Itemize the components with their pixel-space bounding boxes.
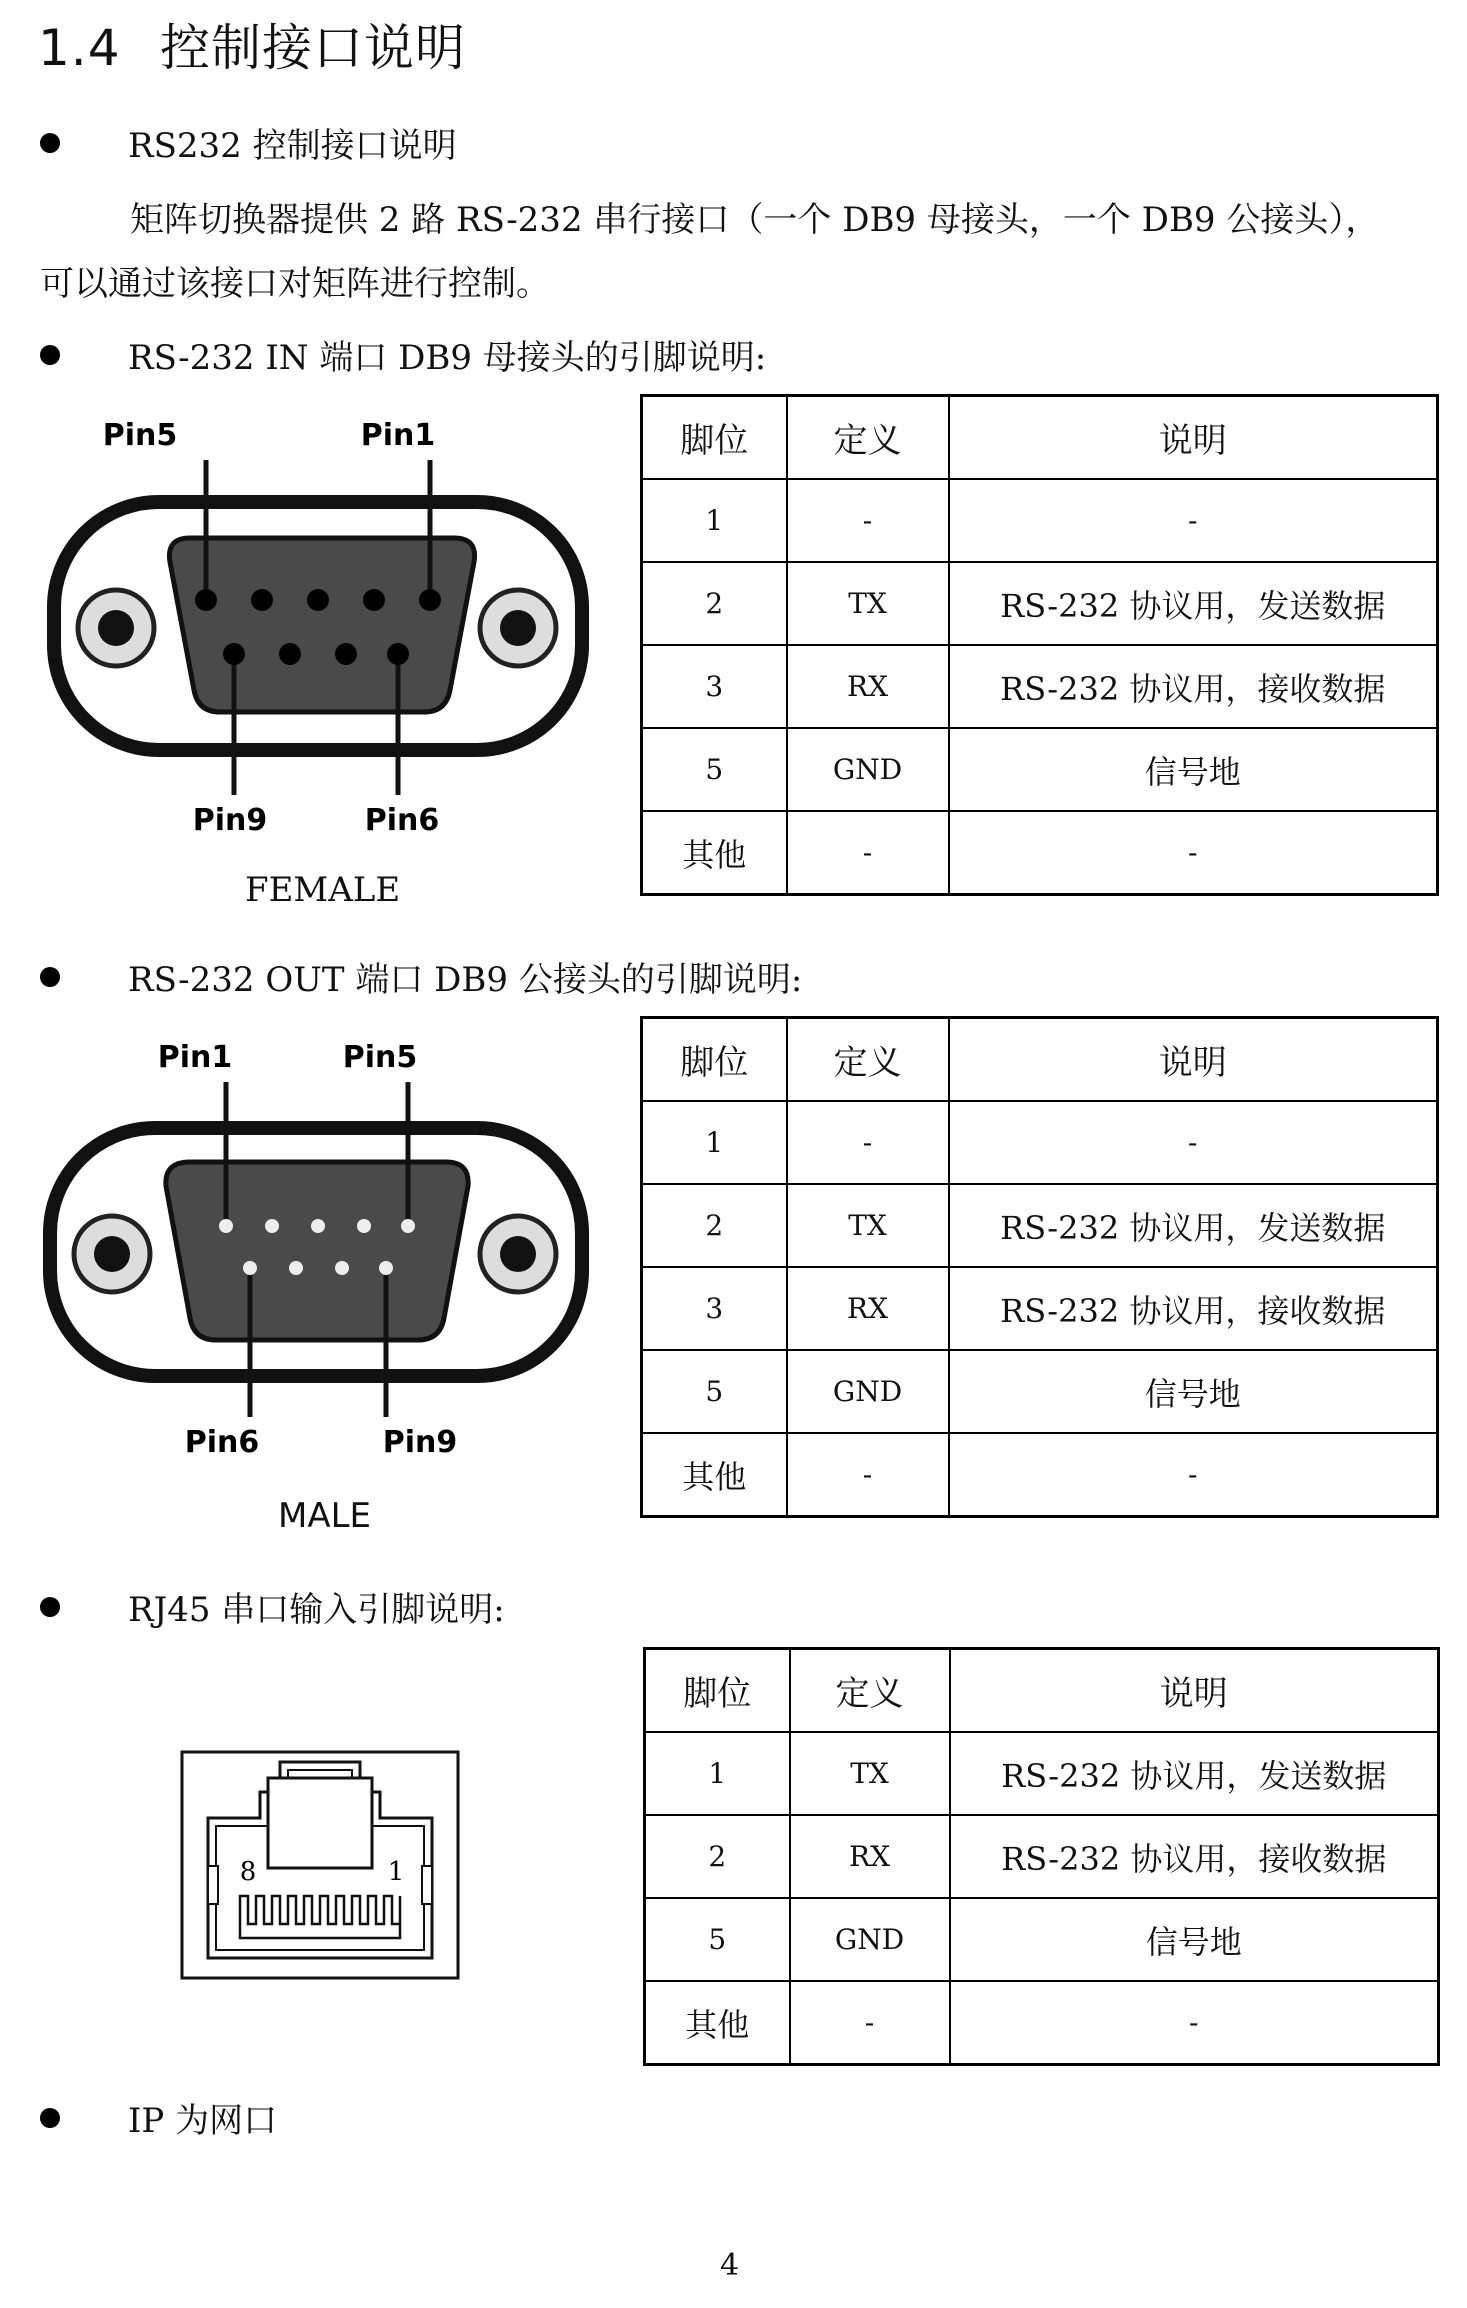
table-cell: - xyxy=(949,479,1438,562)
table-row xyxy=(642,1350,1438,1433)
table-cell: GND xyxy=(787,728,949,811)
header-cell: 脚位 xyxy=(645,1649,790,1733)
table-cell: GND xyxy=(790,1898,950,1981)
ip-bullet-text: IP 为网口 xyxy=(128,2101,278,2141)
table-cell: - xyxy=(787,811,949,895)
db9-female-diagram xyxy=(40,410,600,850)
male-label-pin5: Pin5 xyxy=(342,1040,418,1075)
table-cell: RS-232 协议用，接收数据 xyxy=(949,645,1438,728)
section-title: 控制接口说明 xyxy=(160,19,466,77)
male-label-pin9: Pin9 xyxy=(382,1425,458,1460)
male-pin-table xyxy=(640,1016,1439,1518)
female-bullet-text: RS-232 IN 端口 DB9 母接头的引脚说明: xyxy=(128,338,767,378)
db9-male-diagram xyxy=(40,1032,600,1472)
table-cell: - xyxy=(949,1433,1438,1517)
rj45-bullet-text: RJ45 串口输入引脚说明: xyxy=(128,1590,505,1630)
table-cell: 2 xyxy=(645,1815,790,1898)
rs232-paragraph-line1: 矩阵切换器提供 2 路 RS-232 串行接口（一个 DB9 母接头，一个 DB9 公接头）， xyxy=(130,200,1380,240)
rs232-paragraph-line2: 可以通过该接口对矩阵进行控制。 xyxy=(40,264,550,304)
bullet-dot xyxy=(40,133,60,153)
table-header-row xyxy=(645,1649,1439,1733)
table-cell: 5 xyxy=(642,1350,787,1433)
female-label-pin1: Pin1 xyxy=(360,418,436,453)
bullet-dot xyxy=(40,1597,60,1617)
female-label-pin5: Pin5 xyxy=(102,418,178,453)
table-row xyxy=(642,811,1438,895)
header-cell: 定义 xyxy=(787,1018,949,1102)
rj45-pin1-label: 1 xyxy=(387,1857,405,1887)
header-cell: 说明 xyxy=(949,1018,1438,1102)
table-cell: RX xyxy=(787,645,949,728)
table-row xyxy=(645,1815,1439,1898)
header-cell: 定义 xyxy=(787,396,949,480)
female-label-pin9: Pin9 xyxy=(192,803,268,838)
header-cell: 说明 xyxy=(950,1649,1439,1733)
table-row xyxy=(642,645,1438,728)
table-cell: 1 xyxy=(642,1101,787,1184)
table-row xyxy=(642,479,1438,562)
table-cell: 信号地 xyxy=(949,1350,1438,1433)
table-cell: GND xyxy=(787,1350,949,1433)
table-cell: 5 xyxy=(642,728,787,811)
male-label-pin6: Pin6 xyxy=(184,1425,260,1460)
table-row xyxy=(642,1101,1438,1184)
male-bullet-text: RS-232 OUT 端口 DB9 公接头的引脚说明: xyxy=(128,960,803,1000)
header-cell: 脚位 xyxy=(642,1018,787,1102)
male-caption: MALE xyxy=(278,1496,372,1536)
table-row xyxy=(642,1267,1438,1350)
female-label-pin6: Pin6 xyxy=(364,803,440,838)
table-cell: RS-232 协议用，发送数据 xyxy=(949,562,1438,645)
table-cell: - xyxy=(787,1101,949,1184)
bullet-dot xyxy=(40,2108,60,2128)
table-cell: - xyxy=(790,1981,950,2065)
rs232-bullet-text: RS232 控制接口说明 xyxy=(128,126,457,166)
table-cell: 其他 xyxy=(642,1433,787,1517)
table-cell: 3 xyxy=(642,645,787,728)
rj45-pin8-label: 8 xyxy=(239,1857,257,1887)
table-cell: 其他 xyxy=(642,811,787,895)
table-cell: RS-232 协议用，发送数据 xyxy=(949,1184,1438,1267)
table-cell: 1 xyxy=(642,479,787,562)
table-cell: RS-232 协议用，接收数据 xyxy=(949,1267,1438,1350)
table-row xyxy=(642,562,1438,645)
table-cell: 3 xyxy=(642,1267,787,1350)
table-cell: - xyxy=(949,811,1438,895)
male-label-pin1: Pin1 xyxy=(157,1040,233,1075)
table-row xyxy=(642,1184,1438,1267)
female-pin-table xyxy=(640,394,1439,896)
table-cell: - xyxy=(950,1981,1439,2065)
bullet-dot xyxy=(40,967,60,987)
table-cell: 2 xyxy=(642,562,787,645)
table-cell: TX xyxy=(790,1732,950,1815)
table-cell: TX xyxy=(787,1184,949,1267)
table-header-row xyxy=(642,1018,1438,1102)
table-row xyxy=(642,728,1438,811)
table-cell: - xyxy=(787,1433,949,1517)
rj45-pin-table xyxy=(643,1647,1440,2066)
table-cell: RX xyxy=(790,1815,950,1898)
header-cell: 说明 xyxy=(949,396,1438,480)
table-cell: 信号地 xyxy=(949,728,1438,811)
table-cell: 5 xyxy=(645,1898,790,1981)
header-cell: 脚位 xyxy=(642,396,787,480)
section-number: 1.4 xyxy=(38,19,121,77)
table-row xyxy=(642,1433,1438,1517)
table-cell: RX xyxy=(787,1267,949,1350)
table-cell: - xyxy=(949,1101,1438,1184)
table-cell: 2 xyxy=(642,1184,787,1267)
section-heading xyxy=(38,8,466,80)
rj45-port-diagram xyxy=(178,1748,468,1988)
header-cell: 定义 xyxy=(790,1649,950,1733)
table-header-row xyxy=(642,396,1438,480)
table-cell: RS-232 协议用，接收数据 xyxy=(950,1815,1439,1898)
female-caption: FEMALE xyxy=(245,870,401,910)
table-cell: RS-232 协议用，发送数据 xyxy=(950,1732,1439,1815)
table-cell: TX xyxy=(787,562,949,645)
table-cell: 其他 xyxy=(645,1981,790,2065)
table-cell: 信号地 xyxy=(950,1898,1439,1981)
table-row xyxy=(645,1732,1439,1815)
bullet-dot xyxy=(40,345,60,365)
table-cell: 1 xyxy=(645,1732,790,1815)
table-row xyxy=(645,1981,1439,2065)
page-number: 4 xyxy=(720,2248,740,2283)
table-row xyxy=(645,1898,1439,1981)
table-cell: - xyxy=(787,479,949,562)
